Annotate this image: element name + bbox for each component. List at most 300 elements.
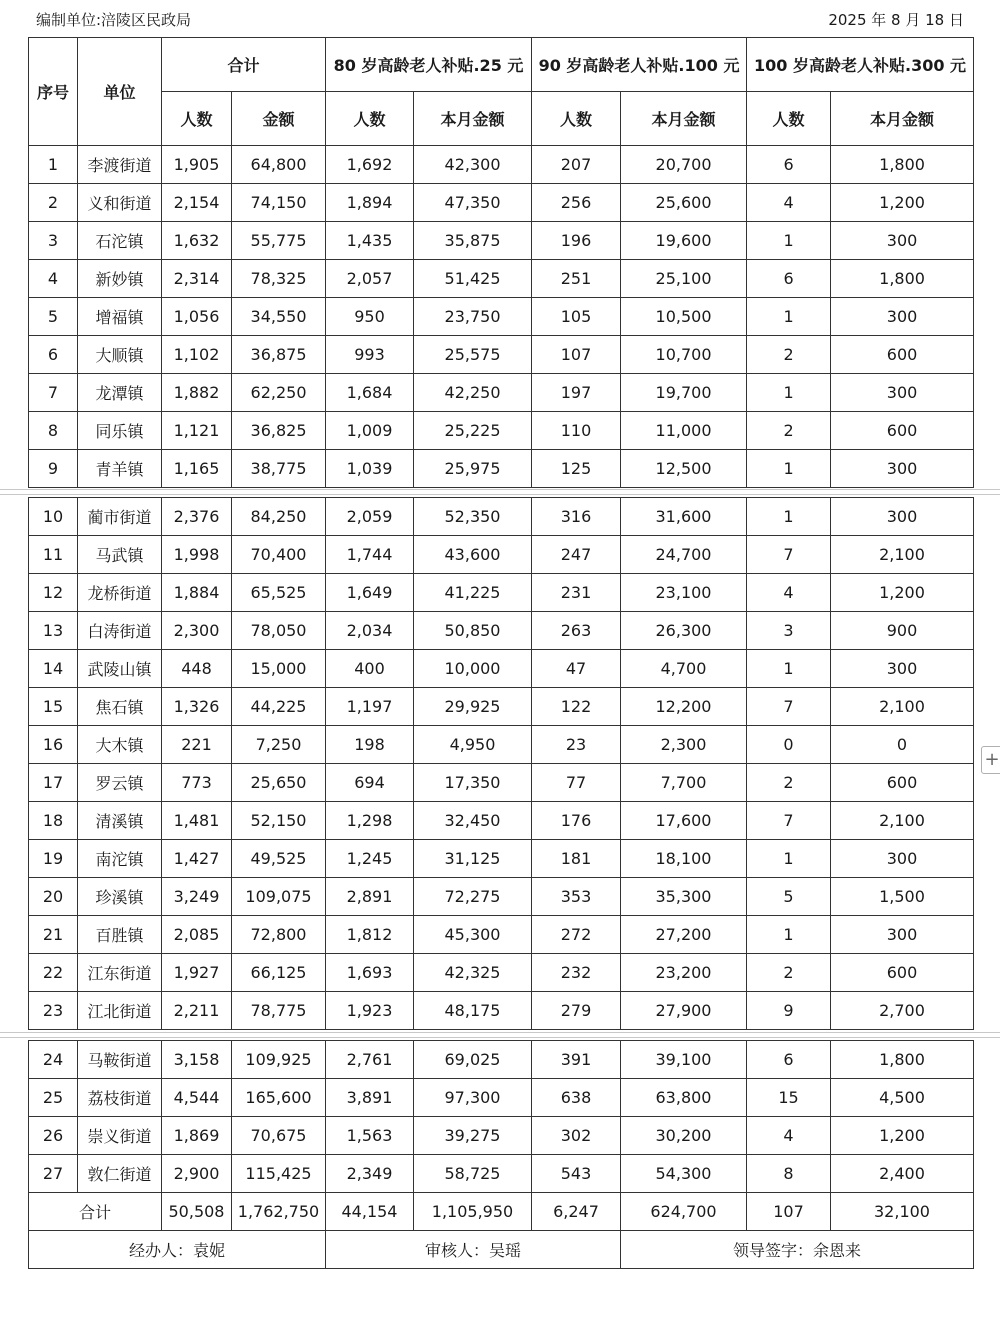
totals-row <box>29 1193 974 1231</box>
row-cell: 1,693 <box>326 954 414 992</box>
compiling-unit: 编制单位:涪陵区民政局 <box>36 11 192 29</box>
row-cell: 25,225 <box>414 412 532 450</box>
row-cell: 64,800 <box>232 146 326 184</box>
row-cell: 2,349 <box>326 1155 414 1193</box>
row-cell: 23 <box>532 726 621 764</box>
row-seq: 25 <box>29 1079 78 1117</box>
row-cell: 110 <box>532 412 621 450</box>
row-cell: 600 <box>831 336 974 374</box>
row-cell: 2 <box>747 954 831 992</box>
row-cell: 32,450 <box>414 802 532 840</box>
row-cell: 51,425 <box>414 260 532 298</box>
row-cell: 2,059 <box>326 498 414 536</box>
row-unit: 李渡街道 <box>78 146 162 184</box>
row-cell: 300 <box>831 298 974 336</box>
header-100-count: 人数 <box>747 92 831 146</box>
row-cell: 6 <box>747 146 831 184</box>
row-unit: 江北街道 <box>78 992 162 1030</box>
row-cell: 1,812 <box>326 916 414 954</box>
row-cell: 44,225 <box>232 688 326 726</box>
row-cell: 1,927 <box>162 954 232 992</box>
row-cell: 50,850 <box>414 612 532 650</box>
row-seq: 11 <box>29 536 78 574</box>
row-cell: 84,250 <box>232 498 326 536</box>
row-cell: 24,700 <box>621 536 747 574</box>
row-cell: 1 <box>747 450 831 488</box>
row-cell: 1 <box>747 840 831 878</box>
row-cell: 38,775 <box>232 450 326 488</box>
row-seq: 19 <box>29 840 78 878</box>
table-row <box>29 1117 974 1155</box>
table-row <box>29 498 974 536</box>
table-row <box>29 374 974 412</box>
row-seq: 2 <box>29 184 78 222</box>
row-cell: 1,563 <box>326 1117 414 1155</box>
row-cell: 165,600 <box>232 1079 326 1117</box>
row-cell: 47 <box>532 650 621 688</box>
leader-signature: 领导签字：余恩来 <box>621 1231 974 1269</box>
row-cell: 10,700 <box>621 336 747 374</box>
row-cell: 2,700 <box>831 992 974 1030</box>
row-cell: 1,744 <box>326 536 414 574</box>
row-cell: 1 <box>747 222 831 260</box>
row-cell: 31,125 <box>414 840 532 878</box>
row-cell: 600 <box>831 412 974 450</box>
row-cell: 251 <box>532 260 621 298</box>
header-total: 合计 <box>162 38 326 92</box>
row-cell: 207 <box>532 146 621 184</box>
row-seq: 9 <box>29 450 78 488</box>
totals-value: 50,508 <box>162 1193 232 1231</box>
row-cell: 115,425 <box>232 1155 326 1193</box>
row-seq: 26 <box>29 1117 78 1155</box>
row-cell: 4,700 <box>621 650 747 688</box>
row-cell: 2,154 <box>162 184 232 222</box>
row-cell: 231 <box>532 574 621 612</box>
row-cell: 4 <box>747 574 831 612</box>
row-cell: 300 <box>831 450 974 488</box>
row-cell: 247 <box>532 536 621 574</box>
row-cell: 1,102 <box>162 336 232 374</box>
header-80-count: 人数 <box>326 92 414 146</box>
row-cell: 1,200 <box>831 574 974 612</box>
row-cell: 2 <box>747 764 831 802</box>
row-cell: 2,300 <box>621 726 747 764</box>
row-cell: 300 <box>831 650 974 688</box>
row-cell: 694 <box>326 764 414 802</box>
row-cell: 1,165 <box>162 450 232 488</box>
row-seq: 6 <box>29 336 78 374</box>
row-cell: 1,882 <box>162 374 232 412</box>
totals-value: 624,700 <box>621 1193 747 1231</box>
table-row <box>29 184 974 222</box>
row-cell: 107 <box>532 336 621 374</box>
row-cell: 196 <box>532 222 621 260</box>
row-cell: 62,250 <box>232 374 326 412</box>
row-cell: 7,250 <box>232 726 326 764</box>
header-80-monthly: 本月金额 <box>414 92 532 146</box>
row-cell: 3 <box>747 612 831 650</box>
row-cell: 773 <box>162 764 232 802</box>
row-cell: 2,314 <box>162 260 232 298</box>
row-cell: 448 <box>162 650 232 688</box>
row-cell: 543 <box>532 1155 621 1193</box>
row-cell: 4 <box>747 184 831 222</box>
row-unit: 敦仁街道 <box>78 1155 162 1193</box>
row-cell: 600 <box>831 954 974 992</box>
row-cell: 1,800 <box>831 260 974 298</box>
row-cell: 36,825 <box>232 412 326 450</box>
row-unit: 青羊镇 <box>78 450 162 488</box>
row-cell: 42,300 <box>414 146 532 184</box>
row-unit: 龙潭镇 <box>78 374 162 412</box>
row-cell: 2,400 <box>831 1155 974 1193</box>
row-unit: 焦石镇 <box>78 688 162 726</box>
row-cell: 2,211 <box>162 992 232 1030</box>
row-cell: 1,009 <box>326 412 414 450</box>
row-cell: 63,800 <box>621 1079 747 1117</box>
row-cell: 1,649 <box>326 574 414 612</box>
row-cell: 1,121 <box>162 412 232 450</box>
row-cell: 1,998 <box>162 536 232 574</box>
row-cell: 17,350 <box>414 764 532 802</box>
row-cell: 3,249 <box>162 878 232 916</box>
row-cell: 34,550 <box>232 298 326 336</box>
row-cell: 4,500 <box>831 1079 974 1117</box>
row-cell: 43,600 <box>414 536 532 574</box>
row-cell: 66,125 <box>232 954 326 992</box>
row-cell: 12,200 <box>621 688 747 726</box>
row-cell: 8 <box>747 1155 831 1193</box>
row-cell: 2 <box>747 336 831 374</box>
row-seq: 23 <box>29 992 78 1030</box>
row-cell: 2,100 <box>831 802 974 840</box>
row-cell: 27,200 <box>621 916 747 954</box>
row-seq: 15 <box>29 688 78 726</box>
row-unit: 江东街道 <box>78 954 162 992</box>
row-cell: 19,600 <box>621 222 747 260</box>
row-seq: 10 <box>29 498 78 536</box>
row-cell: 279 <box>532 992 621 1030</box>
header-100-monthly: 本月金额 <box>831 92 974 146</box>
table-row <box>29 1041 974 1079</box>
row-cell: 25,600 <box>621 184 747 222</box>
row-cell: 6 <box>747 1041 831 1079</box>
row-cell: 39,275 <box>414 1117 532 1155</box>
row-cell: 2 <box>747 412 831 450</box>
reviewer-signature: 审核人：吴瑶 <box>326 1231 621 1269</box>
row-cell: 4,950 <box>414 726 532 764</box>
row-cell: 9 <box>747 992 831 1030</box>
row-cell: 181 <box>532 840 621 878</box>
table-row <box>29 992 974 1030</box>
row-cell: 109,075 <box>232 878 326 916</box>
row-seq: 4 <box>29 260 78 298</box>
table-row <box>29 146 974 184</box>
row-seq: 24 <box>29 1041 78 1079</box>
row-cell: 2,034 <box>326 612 414 650</box>
row-cell: 17,600 <box>621 802 747 840</box>
table-row <box>29 764 974 802</box>
table-row <box>29 878 974 916</box>
row-cell: 256 <box>532 184 621 222</box>
header-80-subsidy: 80 岁高龄老人补贴.25 元 <box>326 38 532 92</box>
row-cell: 232 <box>532 954 621 992</box>
totals-label: 合计 <box>29 1193 162 1231</box>
row-cell: 2,376 <box>162 498 232 536</box>
add-row-button[interactable] <box>981 746 1000 774</box>
row-cell: 272 <box>532 916 621 954</box>
row-cell: 5 <box>747 878 831 916</box>
row-cell: 72,800 <box>232 916 326 954</box>
row-cell: 0 <box>831 726 974 764</box>
row-cell: 2,300 <box>162 612 232 650</box>
row-cell: 198 <box>326 726 414 764</box>
table-row <box>29 222 974 260</box>
row-cell: 1,245 <box>326 840 414 878</box>
row-cell: 35,875 <box>414 222 532 260</box>
row-cell: 1,923 <box>326 992 414 1030</box>
row-cell: 0 <box>747 726 831 764</box>
row-cell: 2,085 <box>162 916 232 954</box>
row-cell: 54,300 <box>621 1155 747 1193</box>
row-cell: 1,427 <box>162 840 232 878</box>
row-cell: 97,300 <box>414 1079 532 1117</box>
row-cell: 25,575 <box>414 336 532 374</box>
row-cell: 1,481 <box>162 802 232 840</box>
row-cell: 2,100 <box>831 688 974 726</box>
row-seq: 27 <box>29 1155 78 1193</box>
row-unit: 石沱镇 <box>78 222 162 260</box>
row-cell: 70,675 <box>232 1117 326 1155</box>
row-cell: 1,435 <box>326 222 414 260</box>
row-seq: 3 <box>29 222 78 260</box>
row-unit: 武陵山镇 <box>78 650 162 688</box>
row-cell: 1 <box>747 916 831 954</box>
table-row <box>29 726 974 764</box>
row-cell: 1,197 <box>326 688 414 726</box>
row-cell: 316 <box>532 498 621 536</box>
subsidy-table-page-2 <box>28 497 974 1030</box>
row-cell: 35,300 <box>621 878 747 916</box>
row-unit: 新妙镇 <box>78 260 162 298</box>
row-cell: 42,250 <box>414 374 532 412</box>
row-cell: 300 <box>831 374 974 412</box>
row-unit: 白涛街道 <box>78 612 162 650</box>
row-cell: 41,225 <box>414 574 532 612</box>
totals-value: 32,100 <box>831 1193 974 1231</box>
subsidy-table-page-3 <box>28 1040 974 1269</box>
subsidy-table-page-1 <box>28 37 974 488</box>
row-cell: 15 <box>747 1079 831 1117</box>
row-cell: 72,275 <box>414 878 532 916</box>
header-90-count: 人数 <box>532 92 621 146</box>
row-cell: 600 <box>831 764 974 802</box>
row-cell: 1,039 <box>326 450 414 488</box>
row-cell: 1,500 <box>831 878 974 916</box>
row-seq: 5 <box>29 298 78 336</box>
row-seq: 1 <box>29 146 78 184</box>
row-cell: 23,200 <box>621 954 747 992</box>
row-cell: 1,894 <box>326 184 414 222</box>
header-100-subsidy: 100 岁高龄老人补贴.300 元 <box>747 38 974 92</box>
row-seq: 22 <box>29 954 78 992</box>
row-unit: 大木镇 <box>78 726 162 764</box>
header-90-subsidy: 90 岁高龄老人补贴.100 元 <box>532 38 747 92</box>
row-unit: 珍溪镇 <box>78 878 162 916</box>
row-cell: 23,100 <box>621 574 747 612</box>
row-cell: 70,400 <box>232 536 326 574</box>
row-cell: 197 <box>532 374 621 412</box>
row-cell: 1 <box>747 650 831 688</box>
row-seq: 12 <box>29 574 78 612</box>
table-row <box>29 954 974 992</box>
row-unit: 清溪镇 <box>78 802 162 840</box>
row-cell: 48,175 <box>414 992 532 1030</box>
totals-value: 1,762,750 <box>232 1193 326 1231</box>
table-row <box>29 260 974 298</box>
row-cell: 4 <box>747 1117 831 1155</box>
row-cell: 31,600 <box>621 498 747 536</box>
report-date: 2025 年 8 月 18 日 <box>828 11 964 29</box>
row-cell: 1,692 <box>326 146 414 184</box>
row-cell: 2,891 <box>326 878 414 916</box>
row-cell: 7 <box>747 536 831 574</box>
row-cell: 45,300 <box>414 916 532 954</box>
row-cell: 18,100 <box>621 840 747 878</box>
totals-value: 1,105,950 <box>414 1193 532 1231</box>
row-cell: 25,100 <box>621 260 747 298</box>
row-cell: 78,050 <box>232 612 326 650</box>
row-unit: 荔枝街道 <box>78 1079 162 1117</box>
row-unit: 百胜镇 <box>78 916 162 954</box>
row-cell: 300 <box>831 916 974 954</box>
row-cell: 1,884 <box>162 574 232 612</box>
row-cell: 993 <box>326 336 414 374</box>
row-seq: 8 <box>29 412 78 450</box>
row-cell: 1,905 <box>162 146 232 184</box>
row-cell: 20,700 <box>621 146 747 184</box>
row-unit: 龙桥街道 <box>78 574 162 612</box>
row-cell: 52,350 <box>414 498 532 536</box>
row-seq: 20 <box>29 878 78 916</box>
row-cell: 4,544 <box>162 1079 232 1117</box>
row-cell: 3,158 <box>162 1041 232 1079</box>
row-cell: 36,875 <box>232 336 326 374</box>
table-row <box>29 298 974 336</box>
row-seq: 16 <box>29 726 78 764</box>
row-cell: 221 <box>162 726 232 764</box>
row-cell: 300 <box>831 222 974 260</box>
header-total-amount: 金额 <box>232 92 326 146</box>
row-cell: 300 <box>831 840 974 878</box>
row-cell: 950 <box>326 298 414 336</box>
row-cell: 10,000 <box>414 650 532 688</box>
row-seq: 17 <box>29 764 78 802</box>
signature-row <box>29 1231 974 1269</box>
row-cell: 7 <box>747 688 831 726</box>
row-cell: 52,150 <box>232 802 326 840</box>
row-cell: 300 <box>831 498 974 536</box>
row-cell: 122 <box>532 688 621 726</box>
row-cell: 7,700 <box>621 764 747 802</box>
table-row <box>29 612 974 650</box>
plus-icon: + <box>984 749 1000 770</box>
page-break <box>0 489 1000 495</box>
row-cell: 27,900 <box>621 992 747 1030</box>
row-cell: 7 <box>747 802 831 840</box>
row-cell: 105 <box>532 298 621 336</box>
row-cell: 1,684 <box>326 374 414 412</box>
row-unit: 增福镇 <box>78 298 162 336</box>
row-unit: 义和街道 <box>78 184 162 222</box>
table-row <box>29 450 974 488</box>
row-cell: 1,200 <box>831 1117 974 1155</box>
row-cell: 29,925 <box>414 688 532 726</box>
row-cell: 353 <box>532 878 621 916</box>
row-cell: 2,057 <box>326 260 414 298</box>
row-cell: 10,500 <box>621 298 747 336</box>
row-cell: 58,725 <box>414 1155 532 1193</box>
totals-value: 6,247 <box>532 1193 621 1231</box>
row-cell: 23,750 <box>414 298 532 336</box>
row-cell: 69,025 <box>414 1041 532 1079</box>
row-cell: 78,775 <box>232 992 326 1030</box>
row-cell: 26,300 <box>621 612 747 650</box>
row-cell: 1,869 <box>162 1117 232 1155</box>
table-row <box>29 916 974 954</box>
handler-signature: 经办人：袁妮 <box>29 1231 326 1269</box>
row-cell: 3,891 <box>326 1079 414 1117</box>
row-seq: 18 <box>29 802 78 840</box>
row-cell: 47,350 <box>414 184 532 222</box>
row-cell: 42,325 <box>414 954 532 992</box>
row-cell: 900 <box>831 612 974 650</box>
table-row <box>29 802 974 840</box>
row-cell: 1,632 <box>162 222 232 260</box>
row-cell: 15,000 <box>232 650 326 688</box>
totals-value: 107 <box>747 1193 831 1231</box>
row-unit: 同乐镇 <box>78 412 162 450</box>
row-cell: 1,800 <box>831 146 974 184</box>
table-row <box>29 1079 974 1117</box>
header-total-count: 人数 <box>162 92 232 146</box>
row-cell: 30,200 <box>621 1117 747 1155</box>
row-cell: 25,975 <box>414 450 532 488</box>
row-cell: 25,650 <box>232 764 326 802</box>
row-cell: 77 <box>532 764 621 802</box>
row-unit: 蔺市街道 <box>78 498 162 536</box>
table-row <box>29 1155 974 1193</box>
row-seq: 7 <box>29 374 78 412</box>
table-row <box>29 840 974 878</box>
row-seq: 14 <box>29 650 78 688</box>
row-cell: 12,500 <box>621 450 747 488</box>
table-row <box>29 688 974 726</box>
row-unit: 马武镇 <box>78 536 162 574</box>
row-cell: 176 <box>532 802 621 840</box>
table-row <box>29 536 974 574</box>
row-unit: 南沱镇 <box>78 840 162 878</box>
row-cell: 638 <box>532 1079 621 1117</box>
row-cell: 1 <box>747 498 831 536</box>
row-cell: 125 <box>532 450 621 488</box>
row-cell: 11,000 <box>621 412 747 450</box>
table-row <box>29 574 974 612</box>
row-unit: 马鞍街道 <box>78 1041 162 1079</box>
row-cell: 6 <box>747 260 831 298</box>
row-cell: 1 <box>747 374 831 412</box>
